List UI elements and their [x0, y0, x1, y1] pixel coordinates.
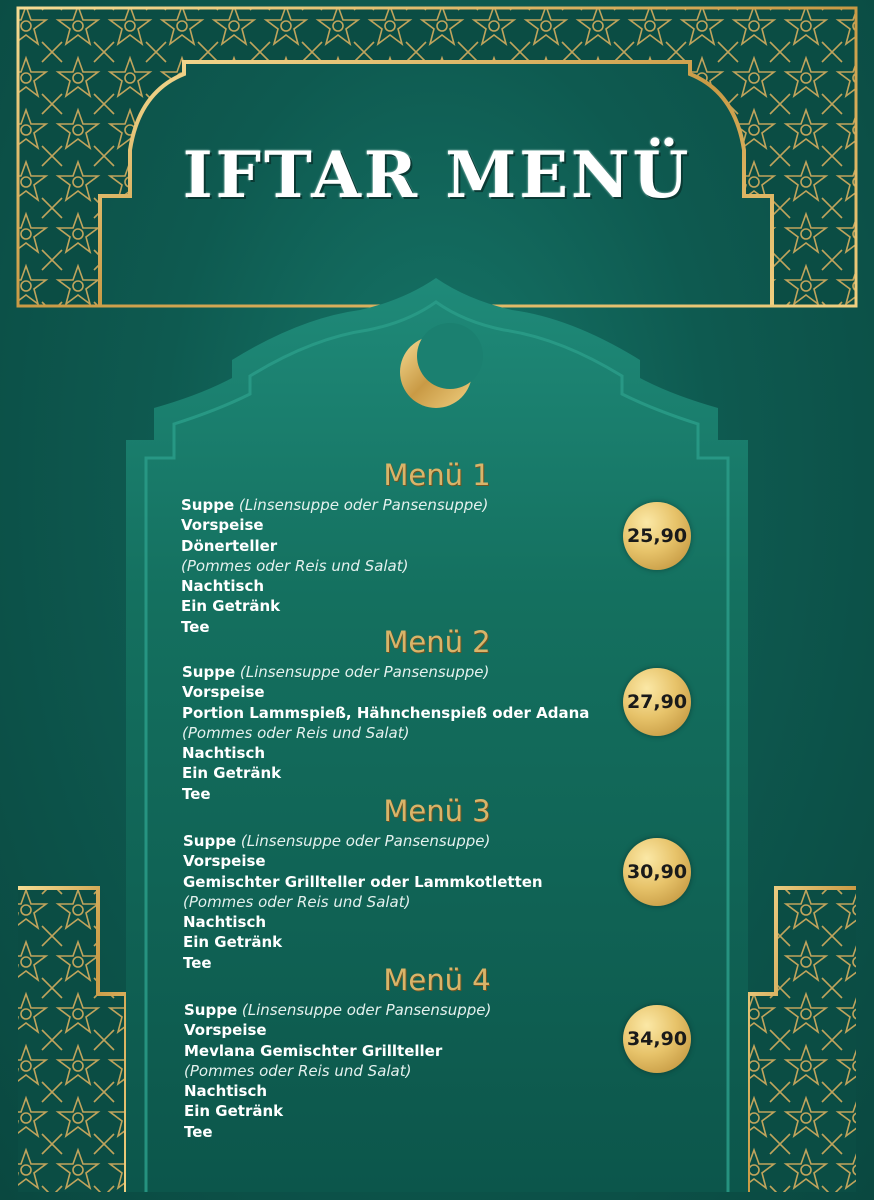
price-badge: 25,90	[623, 502, 691, 570]
menu-heading: Menü 2	[383, 625, 491, 659]
side-options: (Pommes oder Reis und Salat)	[184, 1061, 412, 1080]
soup-label: Suppe	[184, 1001, 238, 1019]
main-dish: Mevlana Gemischter Grillteller	[184, 1041, 443, 1060]
dessert: Nachtisch	[181, 577, 265, 596]
menu-items	[184, 1000, 491, 1142]
soup-options: (Linsensuppe oder Pansensuppe)	[239, 663, 490, 681]
side-options: (Pommes oder Reis und Salat)	[183, 892, 411, 911]
menu-heading: Menü 1	[383, 458, 491, 492]
starter: Vorspeise	[182, 683, 265, 702]
drink: Ein Getränk	[183, 933, 283, 952]
tea: Tee	[183, 953, 212, 972]
soup-options: (Linsensuppe oder Pansensuppe)	[241, 1001, 492, 1019]
menu-items	[182, 662, 589, 804]
menu-heading: Menü 4	[383, 963, 491, 997]
soup-label: Suppe	[182, 663, 236, 681]
dessert: Nachtisch	[184, 1082, 268, 1101]
main-dish: Dönerteller	[181, 536, 278, 555]
dessert: Nachtisch	[182, 744, 266, 763]
page-title: IFTAR MENÜ	[182, 138, 692, 213]
drink: Ein Getränk	[182, 764, 282, 783]
main-dish: Gemischter Grillteller oder Lammkotletten	[183, 872, 543, 891]
bottom-right-pattern	[748, 888, 856, 1192]
soup-options: (Linsensuppe oder Pansensuppe)	[240, 832, 491, 850]
soup-label: Suppe	[183, 832, 237, 850]
price-badge: 34,90	[623, 1005, 691, 1073]
price-badge: 27,90	[623, 668, 691, 736]
side-options: (Pommes oder Reis und Salat)	[182, 723, 410, 742]
starter: Vorspeise	[184, 1021, 267, 1040]
drink: Ein Getränk	[184, 1102, 284, 1121]
dessert: Nachtisch	[183, 913, 267, 932]
drink: Ein Getränk	[181, 597, 281, 616]
bottom-left-pattern	[18, 888, 126, 1192]
starter: Vorspeise	[181, 516, 264, 535]
tea: Tee	[182, 784, 211, 803]
menu-items	[181, 495, 488, 637]
side-options: (Pommes oder Reis und Salat)	[181, 556, 409, 575]
starter: Vorspeise	[183, 852, 266, 871]
main-dish: Portion Lammspieß, Hähnchenspieß oder Adana	[182, 703, 590, 722]
menu-heading: Menü 3	[383, 794, 491, 828]
tea: Tee	[184, 1122, 213, 1141]
soup-label: Suppe	[181, 496, 235, 514]
tea: Tee	[181, 617, 210, 636]
soup-options: (Linsensuppe oder Pansensuppe)	[238, 496, 489, 514]
menu-items	[183, 831, 543, 973]
price-badge: 30,90	[623, 838, 691, 906]
